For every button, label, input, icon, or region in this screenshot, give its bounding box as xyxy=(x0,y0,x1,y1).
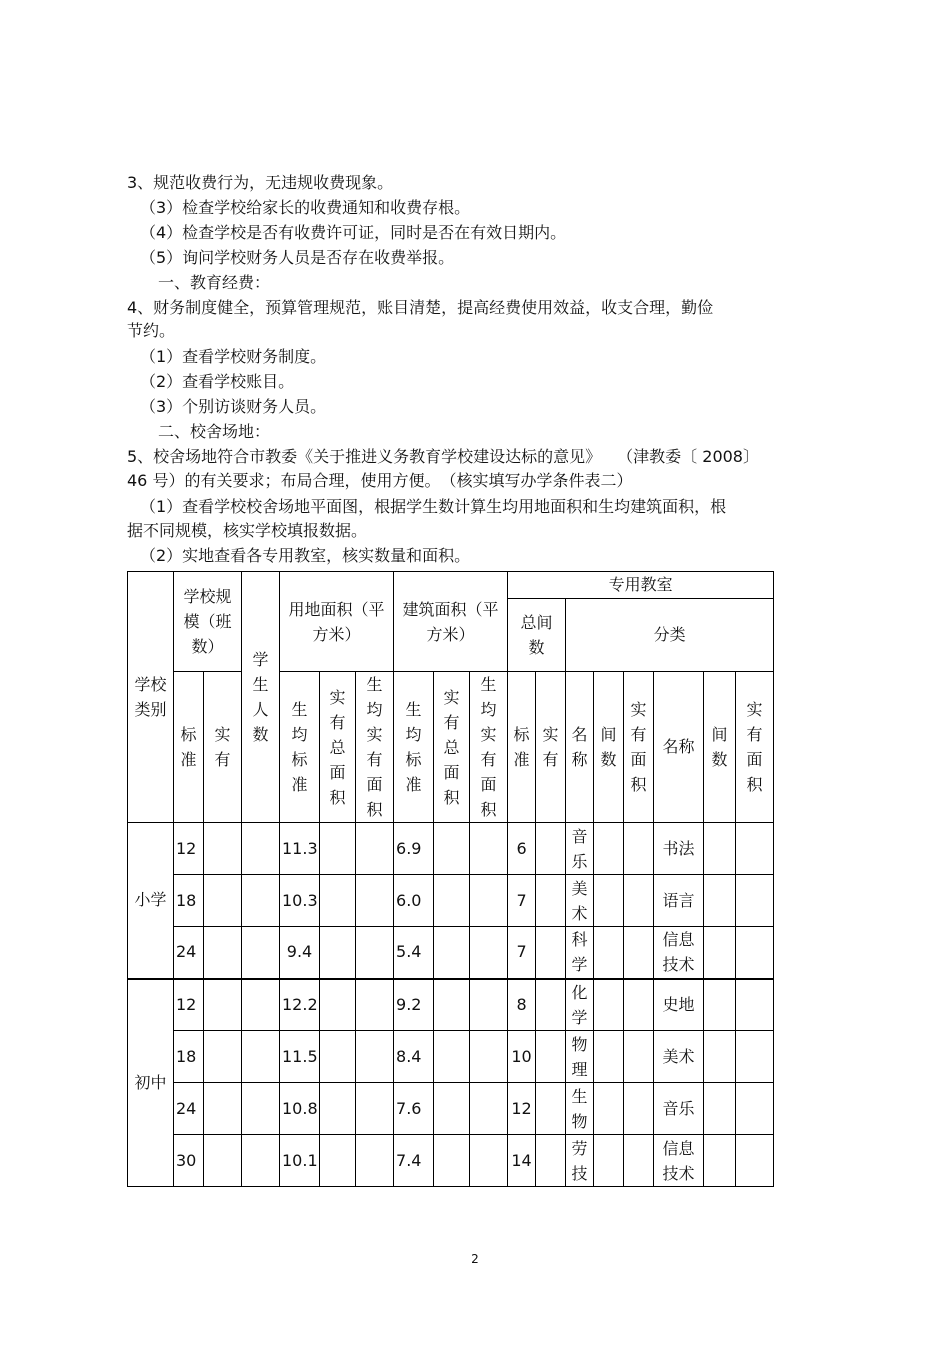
cell-empty xyxy=(536,823,566,875)
cell-empty xyxy=(356,1031,394,1083)
header-name-2: 名称 xyxy=(654,672,704,823)
cell-empty xyxy=(736,1031,774,1083)
cell-name2: 信息技术 xyxy=(654,1135,704,1187)
cell-name2: 史地 xyxy=(654,979,704,1031)
cell-empty xyxy=(204,875,242,927)
cell-empty xyxy=(536,979,566,1031)
cell-empty xyxy=(536,1083,566,1135)
cell-rooms: 7 xyxy=(508,927,536,979)
header-scale: 学校规模（班数） xyxy=(174,572,242,672)
cell-empty xyxy=(624,1031,654,1083)
cell-scale: 12 xyxy=(174,823,204,875)
cell-empty xyxy=(356,979,394,1031)
cell-empty xyxy=(356,1083,394,1135)
cell-land: 10.8 xyxy=(280,1083,320,1135)
cell-empty xyxy=(204,1135,242,1187)
header-build-per-std: 生均标准 xyxy=(394,672,434,823)
para-4: 4、财务制度健全，预算管理规范，账目清楚，提高经费使用效益，收支合理，勤俭 xyxy=(127,298,714,317)
cell-empty xyxy=(736,823,774,875)
cell-land: 9.4 xyxy=(280,927,320,979)
cell-scale: 18 xyxy=(174,1031,204,1083)
para-5-2: （2）实地查看各专用教室，核实数量和面积。 xyxy=(140,546,471,565)
cell-name2: 美术 xyxy=(654,1031,704,1083)
cell-scale: 18 xyxy=(174,875,204,927)
header-build-actual-total: 实有总面积 xyxy=(434,672,470,823)
cell-empty xyxy=(624,875,654,927)
para-3: 3、规范收费行为，无违规收费现象。 xyxy=(127,173,394,192)
cell-empty xyxy=(356,1135,394,1187)
group-primary: 小学 xyxy=(128,823,174,979)
cell-empty xyxy=(624,979,654,1031)
header-land-per-actual: 生均实有面积 xyxy=(356,672,394,823)
cell-name2: 信息技术 xyxy=(654,927,704,979)
header-school-type: 学校类别 xyxy=(128,572,174,823)
cell-empty xyxy=(242,823,280,875)
cell-land: 10.1 xyxy=(280,1135,320,1187)
cell-empty xyxy=(434,1135,470,1187)
cell-empty xyxy=(624,1135,654,1187)
cell-empty xyxy=(594,823,624,875)
cell-empty xyxy=(736,875,774,927)
cell-empty xyxy=(704,927,736,979)
header-special-rooms: 专用教室 xyxy=(508,572,774,599)
cell-empty xyxy=(204,1031,242,1083)
header-land-area: 用地面积（平方米） xyxy=(280,572,394,672)
cell-name2: 音乐 xyxy=(654,1083,704,1135)
section-heading-1: 一、教育经费： xyxy=(158,273,271,292)
cell-empty xyxy=(320,927,356,979)
cell-rooms: 14 xyxy=(508,1135,536,1187)
cell-empty xyxy=(356,875,394,927)
cell-empty xyxy=(434,823,470,875)
para-4-cont: 节约。 xyxy=(127,321,176,340)
cell-empty xyxy=(704,1135,736,1187)
cell-empty xyxy=(470,979,508,1031)
cell-empty xyxy=(320,1135,356,1187)
cell-name1: 美术 xyxy=(566,875,594,927)
cell-scale: 24 xyxy=(174,927,204,979)
header-land-actual-total: 实有总面积 xyxy=(320,672,356,823)
cell-empty xyxy=(356,823,394,875)
header-scale-actual: 实有 xyxy=(204,672,242,823)
cell-empty xyxy=(470,875,508,927)
header-rooms-actual: 实有 xyxy=(536,672,566,823)
cell-empty xyxy=(624,823,654,875)
para-3-5: （5）询问学校财务人员是否存在收费举报。 xyxy=(140,248,455,267)
cell-empty xyxy=(594,1135,624,1187)
cell-land: 11.3 xyxy=(280,823,320,875)
cell-empty xyxy=(320,1031,356,1083)
cell-name1: 物理 xyxy=(566,1031,594,1083)
cell-name1: 化学 xyxy=(566,979,594,1031)
header-count-2: 间数 xyxy=(704,672,736,823)
cell-empty xyxy=(242,1083,280,1135)
cell-empty xyxy=(320,979,356,1031)
para-5-1: （1）查看学校校舍场地平面图，根据学生数计算生均用地面积和生均建筑面积，根 xyxy=(140,497,727,516)
cell-empty xyxy=(470,1031,508,1083)
cell-empty xyxy=(736,979,774,1031)
cell-empty xyxy=(736,1135,774,1187)
header-build-per-actual: 生均实有面积 xyxy=(470,672,508,823)
cell-scale: 30 xyxy=(174,1135,204,1187)
cell-name2: 语言 xyxy=(654,875,704,927)
cell-build: 7.6 xyxy=(394,1083,434,1135)
cell-name1: 生物 xyxy=(566,1083,594,1135)
header-name-1: 名称 xyxy=(566,672,594,823)
cell-name1: 科学 xyxy=(566,927,594,979)
cell-empty xyxy=(736,927,774,979)
school-conditions-table xyxy=(127,571,774,1187)
cell-scale: 12 xyxy=(174,979,204,1031)
cell-empty xyxy=(242,1135,280,1187)
header-actual-area-1: 实有面积 xyxy=(624,672,654,823)
cell-empty xyxy=(434,1031,470,1083)
header-count-1: 间数 xyxy=(594,672,624,823)
cell-empty xyxy=(594,1031,624,1083)
cell-rooms: 6 xyxy=(508,823,536,875)
cell-empty xyxy=(356,927,394,979)
cell-empty xyxy=(704,1083,736,1135)
cell-rooms: 12 xyxy=(508,1083,536,1135)
cell-empty xyxy=(704,875,736,927)
cell-name1: 劳技 xyxy=(566,1135,594,1187)
cell-empty xyxy=(704,979,736,1031)
header-actual-area-2: 实有面积 xyxy=(736,672,774,823)
para-5-cont: 46 号）的有关要求；布局合理，使用方便。 （核实填写办学条件表二） xyxy=(127,471,633,490)
cell-empty xyxy=(624,1083,654,1135)
cell-empty xyxy=(204,927,242,979)
cell-empty xyxy=(320,823,356,875)
cell-empty xyxy=(704,1031,736,1083)
header-students: 学生人数 xyxy=(242,572,280,823)
cell-land: 10.3 xyxy=(280,875,320,927)
cell-empty xyxy=(320,1083,356,1135)
cell-empty xyxy=(470,1135,508,1187)
cell-empty xyxy=(242,979,280,1031)
para-4-2: （2）查看学校账目。 xyxy=(140,372,295,391)
cell-build: 5.4 xyxy=(394,927,434,979)
cell-empty xyxy=(536,927,566,979)
cell-empty xyxy=(320,875,356,927)
cell-rooms: 7 xyxy=(508,875,536,927)
cell-empty xyxy=(204,1083,242,1135)
cell-empty xyxy=(594,927,624,979)
para-5: 5、校舍场地符合市教委《关于推进义务教育学校建设达标的意见》 （津教委〔 2008〕 xyxy=(127,447,759,466)
cell-empty xyxy=(736,1083,774,1135)
para-4-3: （3）个别访谈财务人员。 xyxy=(140,397,327,416)
para-5-1-cont: 据不同规模，核实学校填报数据。 xyxy=(127,521,368,540)
cell-empty xyxy=(470,1083,508,1135)
cell-empty xyxy=(434,927,470,979)
cell-empty xyxy=(434,875,470,927)
cell-land: 12.2 xyxy=(280,979,320,1031)
group-junior: 初中 xyxy=(128,979,174,1187)
cell-empty xyxy=(242,1031,280,1083)
cell-empty xyxy=(470,927,508,979)
cell-build: 7.4 xyxy=(394,1135,434,1187)
cell-build: 6.0 xyxy=(394,875,434,927)
cell-empty xyxy=(204,823,242,875)
cell-build: 8.4 xyxy=(394,1031,434,1083)
cell-empty xyxy=(536,1031,566,1083)
cell-scale: 24 xyxy=(174,1083,204,1135)
cell-rooms: 10 xyxy=(508,1031,536,1083)
cell-empty xyxy=(242,927,280,979)
header-total-rooms: 总间数 xyxy=(508,599,566,672)
header-scale-standard: 标准 xyxy=(174,672,204,823)
cell-name2: 书法 xyxy=(654,823,704,875)
cell-build: 9.2 xyxy=(394,979,434,1031)
cell-empty xyxy=(536,1135,566,1187)
cell-name1: 音乐 xyxy=(566,823,594,875)
cell-land: 11.5 xyxy=(280,1031,320,1083)
cell-empty xyxy=(242,875,280,927)
section-heading-2: 二、校舍场地： xyxy=(158,422,271,441)
cell-empty xyxy=(434,1083,470,1135)
para-3-3: （3）检查学校给家长的收费通知和收费存根。 xyxy=(140,198,471,217)
cell-empty xyxy=(536,875,566,927)
cell-rooms: 8 xyxy=(508,979,536,1031)
para-4-1: （1）查看学校财务制度。 xyxy=(140,347,327,366)
para-3-4: （4）检查学校是否有收费许可证，同时是否在有效日期内。 xyxy=(140,223,567,242)
cell-empty xyxy=(704,823,736,875)
cell-empty xyxy=(594,979,624,1031)
cell-empty xyxy=(594,1083,624,1135)
header-rooms-standard: 标准 xyxy=(508,672,536,823)
cell-empty xyxy=(204,979,242,1031)
header-category: 分类 xyxy=(566,599,774,672)
cell-empty xyxy=(594,875,624,927)
page-number: 2 xyxy=(471,1252,479,1266)
header-land-per-std: 生均标准 xyxy=(280,672,320,823)
cell-empty xyxy=(470,823,508,875)
cell-empty xyxy=(434,979,470,1031)
cell-build: 6.9 xyxy=(394,823,434,875)
header-building-area: 建筑面积（平方米） xyxy=(394,572,508,672)
cell-empty xyxy=(624,927,654,979)
